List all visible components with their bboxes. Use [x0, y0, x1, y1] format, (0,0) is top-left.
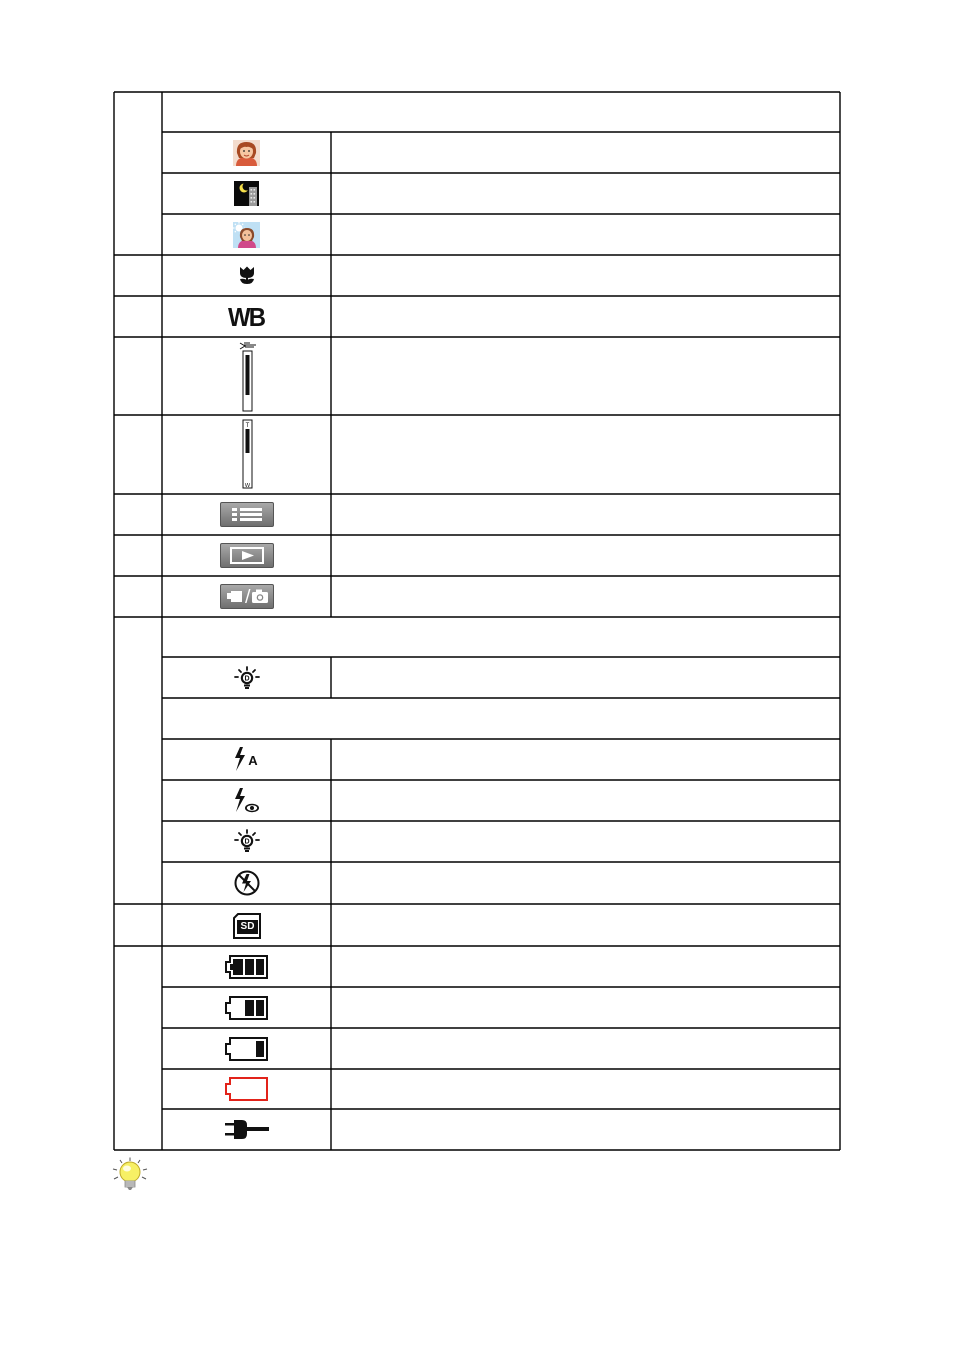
- digital-zoom-bar-icon: [236, 341, 260, 413]
- video-camera-switch-icon: [220, 584, 274, 609]
- macro-icon: [237, 265, 257, 285]
- battery-two-thirds-icon: [224, 995, 270, 1021]
- flash-auto-icon: [233, 746, 261, 772]
- ac-power-icon: [225, 1118, 271, 1144]
- battery-one-third-icon: [224, 1036, 270, 1062]
- white-balance-icon: WB: [228, 302, 265, 332]
- flash-off-icon: [233, 869, 261, 897]
- svg-text:A: A: [248, 753, 258, 768]
- menu-button-icon: [220, 502, 274, 527]
- battery-full-icon: [224, 954, 270, 980]
- battery-empty-icon: [224, 1076, 270, 1102]
- flash-redeye-icon: [233, 787, 261, 815]
- backlight-icon: [233, 222, 260, 248]
- optical-zoom-bar-icon: [236, 419, 260, 491]
- playback-button-icon: [220, 543, 274, 568]
- flash-light-icon: [233, 829, 261, 853]
- sd-card-icon: SD: [232, 913, 262, 939]
- portrait-icon: [233, 140, 260, 166]
- tip-bulb-icon: [112, 1157, 148, 1193]
- svg-text:D: D: [244, 838, 250, 846]
- svg-text:D: D: [244, 675, 250, 683]
- light-icon: [233, 666, 261, 690]
- svg-text:W: W: [244, 483, 251, 489]
- night-scene-icon: [234, 181, 259, 206]
- svg-text:T: T: [245, 423, 250, 429]
